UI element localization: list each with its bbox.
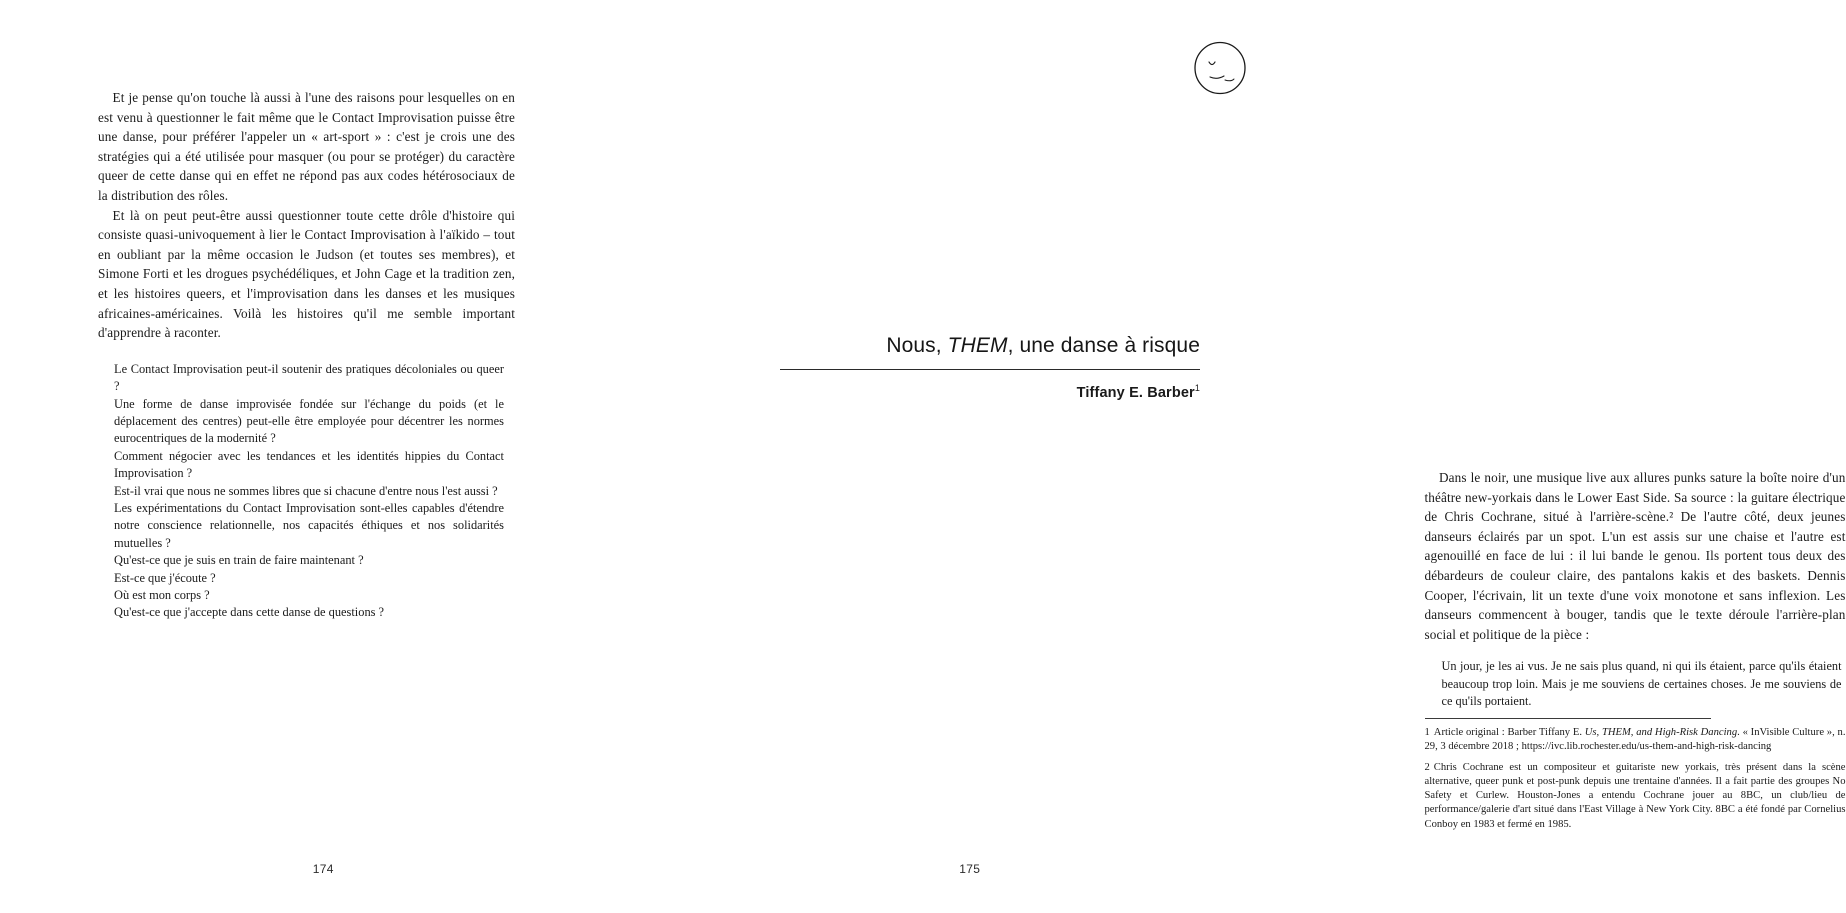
chapter-title-prefix: Nous,	[886, 334, 948, 357]
hand-drawn-face-circle-icon	[1192, 40, 1248, 102]
question-item: Qu'est-ce que j'accepte dans cette danse de questions ?	[114, 605, 385, 620]
question-item: Est-il vrai que nous ne sommes libres que si chacune d'entre nous l'est aussi ?	[114, 483, 498, 498]
author-footnote-mark: 1	[1194, 383, 1200, 393]
title-divider	[780, 369, 1200, 370]
paragraph: Et je pense qu'on touche là aussi à l'une des raisons pour lesquelles on en est venu à questionner le fait même que le Contact Improvisation puisse être une danse, pour préférer l'appeler un « art-sport » : c'est je crois une des stratégies qui a été utilisée pour masquer (ou pour se protéger) du caractère queer de cette danse qui en effet ne répond pas aux codes hétérosociaux de la distribution des rôles.	[98, 90, 515, 203]
question-item: Une forme de danse improvisée fondée sur l'échange du poids (et le déplacement des centres) peut-elle être employée pour décentrer les normes eurocentriques de la modernité ?	[114, 396, 504, 446]
page-title	[780, 334, 1200, 358]
blockquote-text: Un jour, je les ai vus. Je ne sais plus quand, ni qui ils étaient, parce qu'ils étaient beaucoup trop loin. Mais je me souviens de certaines choses. Je me souviens de ce qu'ils portaient.	[1441, 659, 1842, 708]
footnote-mark: 1	[1424, 727, 1430, 738]
chapter-header	[780, 334, 1200, 401]
question-item: Qu'est-ce que je suis en train de faire maintenant ?	[114, 553, 364, 568]
chapter-title-suffix: , une danse à risque	[1007, 334, 1200, 357]
footnotes	[1425, 718, 1846, 832]
footnote-item	[1425, 761, 1846, 832]
footnote-text-after: . « InVisible Culture », n. 29, 3 décembre 2018 ; https://ivc.lib.rochester.edu/us-them-and-high-risk-dancing	[1424, 727, 1846, 753]
left-page-body	[98, 88, 515, 622]
footnote-mark: 2	[1424, 761, 1430, 773]
page-left	[0, 0, 647, 913]
footnote-item	[1425, 726, 1846, 755]
footnote-text-italic: Us, THEM, and High-Risk Dancing	[1584, 727, 1738, 738]
blockquote	[1425, 658, 1842, 710]
questions-list	[98, 361, 504, 622]
paragraph: Et là on peut peut-être aussi questionner toute cette drôle d'histoire qui consiste quasi-univoquement à lier le Contact Improvisation à l'aïkido – tout en oubliant par la même occasion le Judson (et toutes ses membres), et Simone Forti et les drogues psychédéliques, et John Cage et la tradition zen, et les histoires queers, et l'improvisation dans les danses et les musiques africaines-américaines. Voilà les histoires qu'il me semble important d'apprendre à raconter.	[98, 207, 515, 341]
question-item: Est-ce que j'écoute ?	[114, 570, 216, 585]
chapter-title-italic: THEM	[947, 334, 1008, 357]
question-item: Comment négocier avec les tendances et les identités hippies du Contact Improvisation ?	[114, 448, 504, 481]
page-number-right: 175	[959, 862, 981, 876]
right-page-body	[1425, 468, 1846, 710]
footnote-text-before: Article original : Barber Tiffany E.	[1433, 727, 1585, 738]
author-label: Tiffany E. Barber	[1076, 384, 1195, 401]
paragraph: Dans le noir, une musique live aux allures punks sature la boîte noire d'un théâtre new-yorkais dans le Lower East Side. Sa source : la guitare électrique de Chris Cochrane, situé à l'arrière-scène.² De l'autre côté, deux jeunes danseurs éclairés par un spot. L'un est assis sur une chaise et l'autre est agenouillé en face de lui : il lui bande le genou. Ils portent tous deux des débardeurs de couleur claire, des pantalons kakis et des baskets. Dennis Cooper, l'écrivain, lit un texte d'une voix monotone et sans inflexion. Les danseurs commencent à bouger, tandis que le texte déroule l'arrière-plan social et politique de la pièce :	[1424, 470, 1846, 642]
footnote-text-before: Chris Cochrane est un compositeur et guitariste new yorkais, très présent dans la scène alternative, queer punk et post-punk depuis une trentaine d'années. Il a fait partie des groupes No Safety et Curlew. Houston-Jones a entendu Cochrane jouer au 8BC, un club/lieu de performance/galerie d'art situé dans l'East Village à New York City. 8BC a été fondé par Cornelius Conboy en 1983 et fermé en 1985.	[1424, 761, 1846, 830]
page-right	[647, 0, 1846, 913]
author-name	[780, 383, 1200, 401]
question-item: Où est mon corps ?	[114, 588, 210, 602]
question-item: Le Contact Improvisation peut-il soutenir des pratiques décoloniales ou queer ?	[114, 361, 504, 394]
page-number-left: 174	[312, 862, 334, 876]
question-item: Les expérimentations du Contact Improvisation sont-elles capables d'étendre notre conscience relationnelle, nos capacités éthiques et nos solidarités mutuelles ?	[114, 500, 504, 550]
footnote-divider	[1425, 718, 1711, 719]
